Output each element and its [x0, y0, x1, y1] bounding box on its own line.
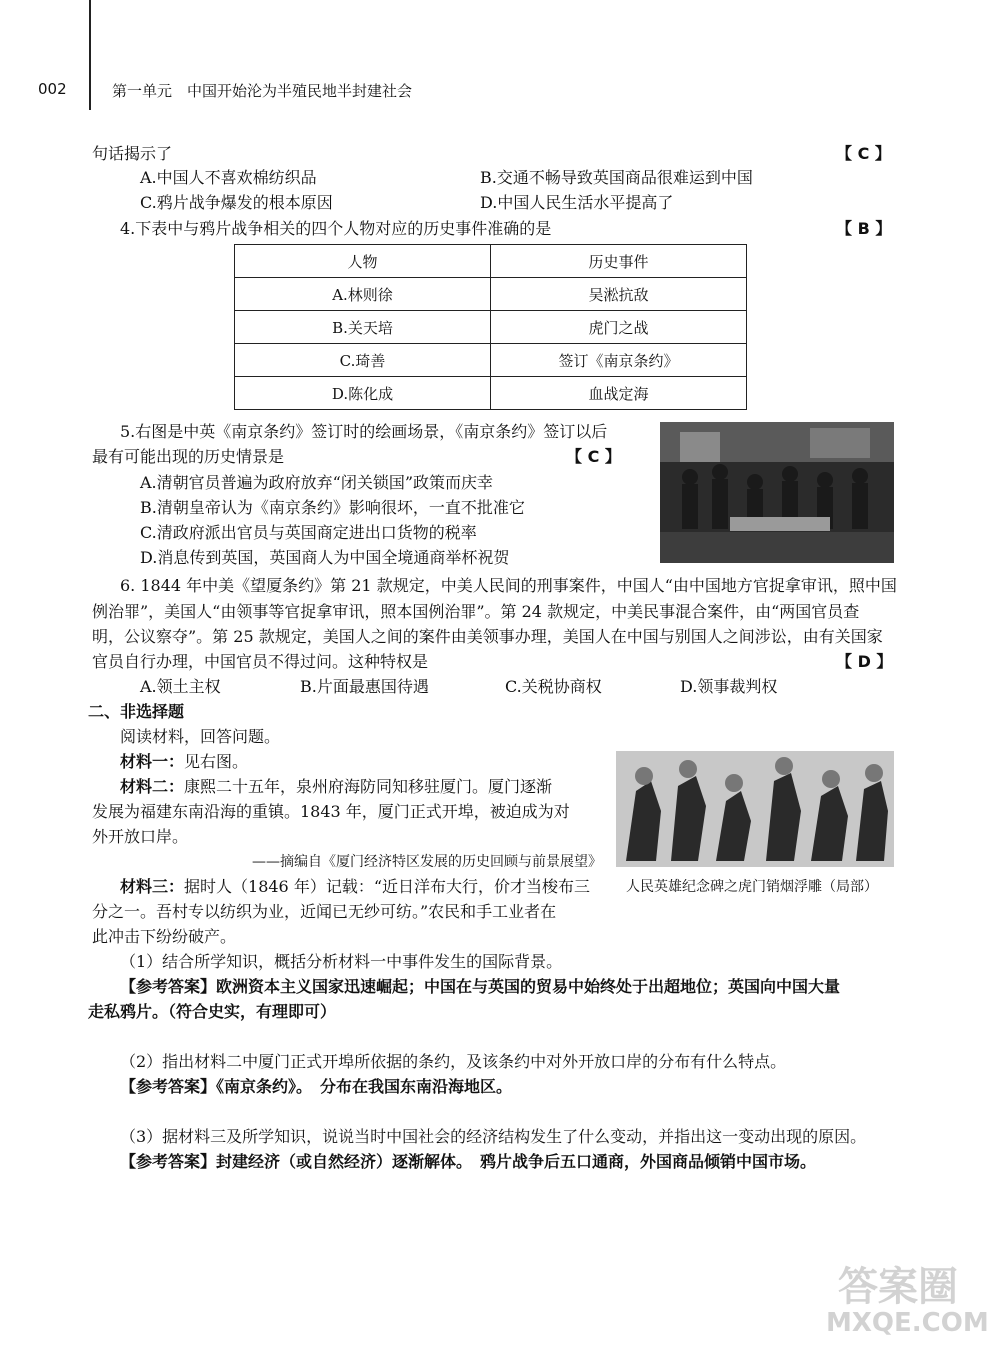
table-row [235, 377, 747, 410]
sub-question-2: （2）指出材料二中厦门正式开埠所依据的条约，及该条约中对外开放口岸的分布有什么特点。 [120, 1052, 787, 1071]
q6-line1: 6. 1844 年中美《望厦条约》第 21 款规定，中美人民间的刑事案件，中国人“由中国地方官捉拿审讯，照中国 [120, 576, 897, 595]
material-3-line1 [120, 877, 590, 897]
section-title: 二、非选择题 [88, 702, 185, 721]
answer-1-line1: 【参考答案】欧洲资本主义国家迅速崛起；中国在与英国的贸易中始终处于出超地位；英国向中国大量 [120, 977, 841, 996]
q3-option-c: C.鸦片战争爆发的根本原因 [140, 193, 333, 212]
header-divider [89, 0, 91, 110]
table-cell: 吴淞抗敌 [491, 278, 747, 311]
table-row [235, 344, 747, 377]
material-2-line2: 发展为福建东南沿海的重镇。1843 年，厦门正式开埠，被迫成为对 [92, 802, 570, 821]
material-2-line1 [120, 777, 552, 797]
q5-option-b: B.清朝皇帝认为《南京条约》影响很坏，一直不批准它 [140, 498, 525, 517]
sub-question-3: （3）据材料三及所学知识，说说当时中国社会的经济结构发生了什么变动，并指出这一变动出现的原因。 [120, 1127, 867, 1146]
q6-line4: 官员自行办理，中国官员不得过问。这种特权是 [92, 652, 429, 671]
material-2-line3: 外开放口岸。 [92, 827, 189, 846]
q4-answer: 【 B 】 [836, 219, 892, 238]
table-row [235, 278, 747, 311]
answer-1-line2: 走私鸦片。（符合史实，有理即可） [88, 1002, 337, 1021]
q6-option-d: D.领事裁判权 [680, 677, 778, 696]
relief-caption: 人民英雄纪念碑之虎门销烟浮雕（局部） [626, 879, 878, 895]
table-header: 人物 [235, 245, 491, 278]
material-2-text: 康熙二十五年，泉州府海防同知移驻厦门。厦门逐渐 [184, 777, 553, 796]
q5-option-c: C.清政府派出官员与英国商定进出口货物的税率 [140, 523, 477, 542]
humen-relief-photo [616, 751, 894, 867]
table-cell: 虎门之战 [491, 311, 747, 344]
q5-stem-line1: 5.右图是中英《南京条约》签订时的绘画场景，《南京条约》签订以后 [120, 422, 608, 441]
table-cell: B.关天培 [235, 311, 491, 344]
table-header: 历史事件 [491, 245, 747, 278]
q6-line2: 例治罪”，美国人“由领事等官捉拿审讯，照本国例治罪”。第 24 款规定，中美民事混合案件，由“两国官员查 [92, 602, 860, 621]
q5-stem-line2: 最有可能出现的历史情景是 [92, 447, 285, 466]
watermark-url: MXQE.COM [826, 1308, 989, 1338]
watermark-logo: 答案圈 [838, 1264, 958, 1310]
material-3-line2: 分之一。吾村专以纺织为业，近闻已无纱可纺。”农民和手工业者在 [92, 902, 557, 921]
q6-option-c: C.关税协商权 [505, 677, 602, 696]
material-2-source: ——摘编自《厦门经济特区发展的历史回顾与前景展望》 [252, 854, 602, 870]
table-row [235, 311, 747, 344]
q3-answer: 【 C 】 [836, 144, 891, 163]
table-cell: C.琦善 [235, 344, 491, 377]
answer-3: 【参考答案】封建经济（或自然经济）逐渐解体。 鸦片战争后五口通商，外国商品倾销中国市场。 [120, 1152, 817, 1171]
material-1 [120, 752, 248, 772]
material-1-text: 见右图。 [184, 752, 249, 771]
material-2-label: 材料二： [120, 777, 185, 796]
material-3-line3: 此冲击下纷纷破产。 [92, 927, 237, 946]
table-header-row [235, 245, 747, 278]
material-3-label: 材料三： [120, 877, 185, 896]
table-cell: 签订《南京条约》 [491, 344, 747, 377]
q5-option-d: D.消息传到英国，英国商人为中国全境通商举杯祝贺 [140, 548, 510, 567]
q6-option-b: B.片面最惠国待遇 [300, 677, 429, 696]
material-1-label: 材料一： [120, 752, 185, 771]
q5-option-a: A.清朝官员普遍为政府放弃“闭关锁国”政策而庆幸 [140, 473, 494, 492]
unit-title: 第一单元 中国开始沦为半殖民地半封建社会 [112, 82, 413, 100]
q3-option-a: A.中国人不喜欢棉纺织品 [140, 168, 317, 187]
q6-option-a: A.领土主权 [140, 677, 221, 696]
sub-question-1: （1）结合所学知识，概括分析材料一中事件发生的国际背景。 [120, 952, 563, 971]
material-3-text: 据时人（1846 年）记载：“近日洋布大行，价才当梭布三 [184, 877, 591, 896]
answer-2: 【参考答案】《南京条约》。 分布在我国东南沿海地区。 [120, 1077, 513, 1096]
history-table [234, 244, 747, 410]
treaty-signing-painting [660, 422, 894, 563]
q6-answer: 【 D 】 [836, 652, 893, 671]
page-number: 002 [38, 80, 67, 98]
table-cell: D.陈化成 [235, 377, 491, 410]
q6-line3: 明，公议察夺”。第 25 款规定，美国人之间的案件由美领事办理，美国人在中国与别国人之间涉讼，由有关国家 [92, 627, 883, 646]
table-cell: A.林则徐 [235, 278, 491, 311]
section-intro: 阅读材料，回答问题。 [120, 727, 281, 746]
q4-stem: 4.下表中与鸦片战争相关的四个人物对应的历史事件准确的是 [120, 219, 552, 238]
q3-stem-tail: 句话揭示了 [92, 144, 173, 163]
q3-option-b: B.交通不畅导致英国商品很难运到中国 [480, 168, 753, 187]
table-cell: 血战定海 [491, 377, 747, 410]
q5-answer: 【 C 】 [566, 447, 621, 466]
q3-option-d: D.中国人民生活水平提高了 [480, 193, 674, 212]
